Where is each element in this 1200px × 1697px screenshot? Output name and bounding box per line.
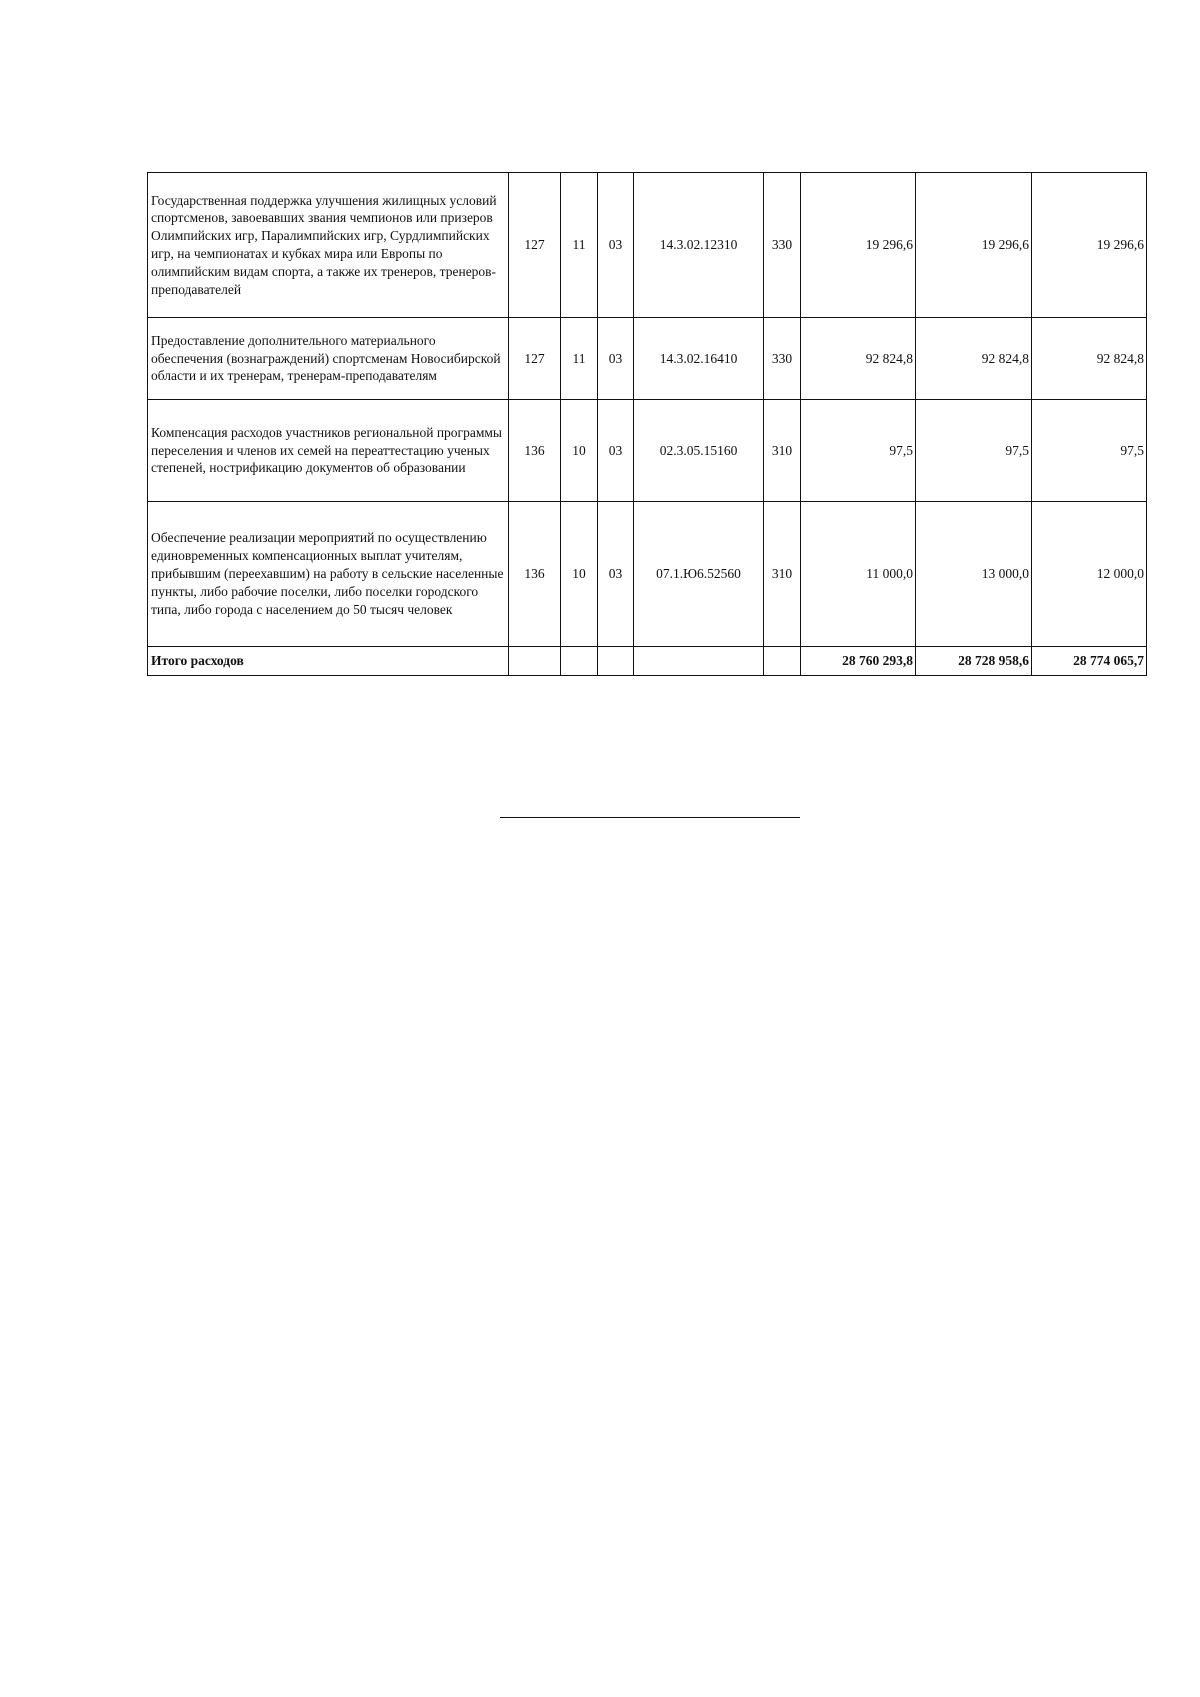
subsection-cell: 03 (598, 400, 634, 502)
expense-type-cell: 330 (764, 318, 801, 400)
section-cell: 11 (561, 173, 598, 318)
empty-cell (561, 647, 598, 676)
empty-cell (764, 647, 801, 676)
row-name-cell: Государственная поддержка улучшения жилищных условий спортсменов, завоевавших звания чемпионов или призеров Олимпийских игр, Паралимпийских игр, Сурдлимпийских игр, на чемпионатах и кубках мира или Европы по олимпийским видам спорта, а также их тренеров, тренеров-преподавателей (148, 173, 509, 318)
sum-year2-cell: 97,5 (916, 400, 1032, 502)
empty-cell (598, 647, 634, 676)
target-article-cell: 07.1.Ю6.52560 (634, 502, 764, 647)
sum-year3-cell: 97,5 (1032, 400, 1147, 502)
total-label: Итого расходов (148, 647, 509, 676)
total-row (148, 647, 1147, 676)
subsection-cell: 03 (598, 318, 634, 400)
section-cell: 10 (561, 502, 598, 647)
empty-cell (634, 647, 764, 676)
total-sum-year2: 28 728 958,6 (916, 647, 1032, 676)
row-name-cell: Компенсация расходов участников региональной программы переселения и членов их семей на переаттестацию ученых степеней, нострификацию документов об образовании (148, 400, 509, 502)
target-article-cell: 02.3.05.15160 (634, 400, 764, 502)
table-row (148, 502, 1147, 647)
sum-year3-cell: 12 000,0 (1032, 502, 1147, 647)
ministry-code-cell: 127 (509, 318, 561, 400)
ministry-code-cell: 136 (509, 502, 561, 647)
expense-type-cell: 310 (764, 400, 801, 502)
row-name-cell: Обеспечение реализации мероприятий по осуществлению единовременных компенсационных выплат учителям, прибывшим (переехавшим) на работу в сельские населенные пункты, либо рабочие поселки, либо поселки городского типа, либо города с населением до 50 тысяч человек (148, 502, 509, 647)
section-cell: 10 (561, 400, 598, 502)
expense-type-cell: 310 (764, 502, 801, 647)
sum-year3-cell: 19 296,6 (1032, 173, 1147, 318)
table-row (148, 400, 1147, 502)
empty-cell (509, 647, 561, 676)
section-cell: 11 (561, 318, 598, 400)
sum-year3-cell: 92 824,8 (1032, 318, 1147, 400)
sum-year1-cell: 97,5 (801, 400, 916, 502)
table-row (148, 173, 1147, 318)
table-row (148, 318, 1147, 400)
row-name-cell: Предоставление дополнительного материального обеспечения (вознаграждений) спортсменам Новосибирской области и их тренерам, тренерам-преподавателям (148, 318, 509, 400)
budget-expenses-table (147, 172, 1147, 676)
sum-year1-cell: 92 824,8 (801, 318, 916, 400)
ministry-code-cell: 127 (509, 173, 561, 318)
total-sum-year1: 28 760 293,8 (801, 647, 916, 676)
target-article-cell: 14.3.02.16410 (634, 318, 764, 400)
total-sum-year3: 28 774 065,7 (1032, 647, 1147, 676)
sum-year1-cell: 19 296,6 (801, 173, 916, 318)
ministry-code-cell: 136 (509, 400, 561, 502)
target-article-cell: 14.3.02.12310 (634, 173, 764, 318)
sum-year1-cell: 11 000,0 (801, 502, 916, 647)
sum-year2-cell: 13 000,0 (916, 502, 1032, 647)
sum-year2-cell: 19 296,6 (916, 173, 1032, 318)
subsection-cell: 03 (598, 502, 634, 647)
subsection-cell: 03 (598, 173, 634, 318)
document-end-line (500, 817, 800, 818)
expense-type-cell: 330 (764, 173, 801, 318)
sum-year2-cell: 92 824,8 (916, 318, 1032, 400)
